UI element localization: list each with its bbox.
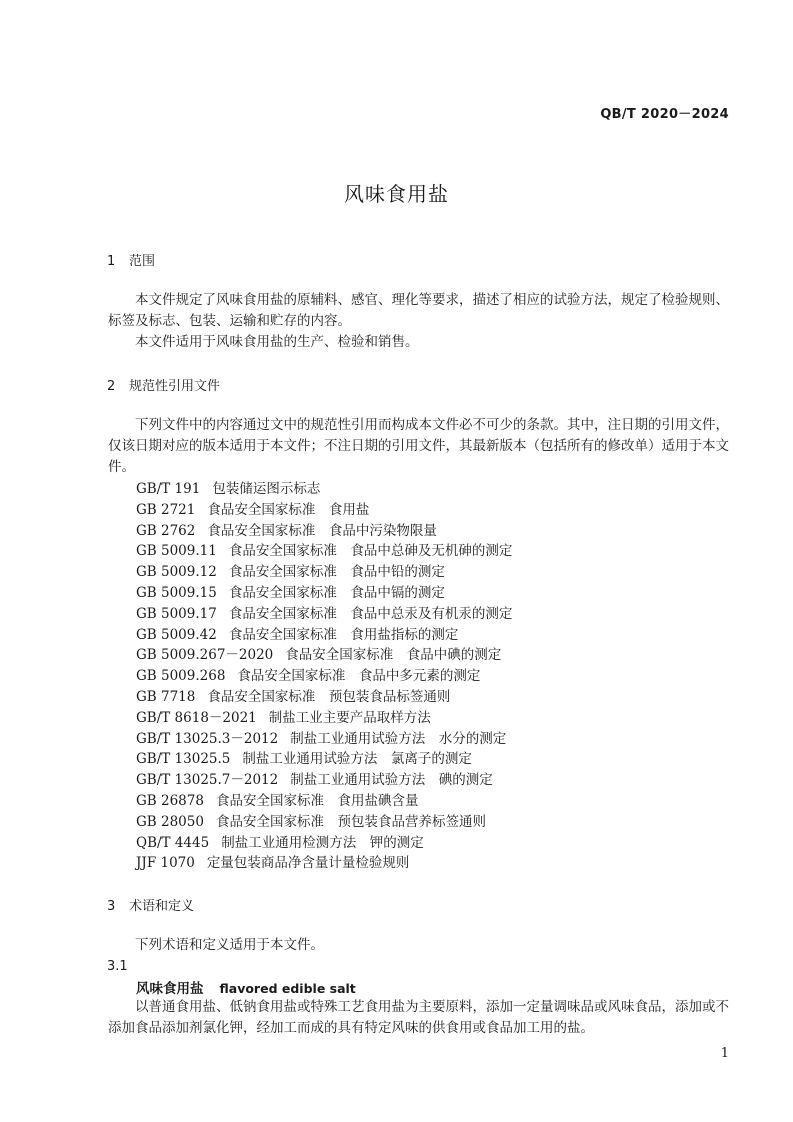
reference-title: 制盐工业通用试验方法 氯离子的测定	[242, 751, 472, 768]
reference-code: GB/T 13025.5	[136, 751, 231, 768]
reference-item	[136, 500, 512, 521]
reference-item	[136, 687, 512, 708]
reference-title: 定量包装商品净含量计量检验规则	[206, 855, 410, 872]
reference-title: 食品安全国家标准 食用盐	[207, 501, 370, 518]
term-definition: 以普通食用盐、低钠食用盐或特殊工艺食用盐为主要原料，添加一定量调味品或风味食品，添加或不添加食品添加剂氯化钾，经加工而成的具有特定风味的供食用或食品加工用的盐。	[108, 999, 729, 1036]
reference-code: GB/T 191	[136, 481, 201, 497]
reference-item	[136, 666, 512, 687]
reference-item	[136, 708, 512, 729]
section-number: 2	[107, 379, 116, 394]
reference-title: 包装储运图示标志	[212, 481, 321, 497]
term-entry	[136, 977, 356, 997]
reference-item	[136, 521, 512, 542]
section-number: 1	[107, 254, 116, 269]
reference-title: 食品安全国家标准 食品中碘的测定	[285, 647, 502, 664]
standard-code: QB/T 2020－2024	[600, 107, 729, 122]
reference-item	[136, 729, 512, 750]
reference-code: GB 5009.11	[136, 543, 217, 560]
reference-code: QB/T 4445	[136, 834, 210, 851]
reference-item	[136, 791, 512, 812]
term-chinese: 风味食用盐	[136, 981, 204, 997]
reference-code: GB 5009.12	[136, 564, 217, 581]
reference-item	[136, 562, 512, 583]
reference-title: 食品安全国家标准 食品中铅的测定	[228, 564, 445, 581]
reference-title: 食品安全国家标准 食品中总汞及有机汞的测定	[228, 605, 513, 622]
reference-title: 制盐工业主要产品取样方法	[268, 709, 431, 726]
reference-code: GB 28050	[136, 813, 204, 830]
section-title: 范围	[129, 254, 156, 269]
section-1-paragraph-2: 本文件适用于风味食用盐的生产、检验和销售。	[135, 334, 419, 350]
reference-code: GB 5009.17	[136, 605, 217, 622]
reference-item	[136, 853, 512, 874]
reference-item	[136, 749, 512, 770]
normative-reference-list	[136, 479, 512, 874]
reference-code: GB/T 8618－2021	[136, 709, 257, 726]
section-1-paragraph-1: 本文件规定了风味食用盐的原辅料、感官、理化等要求，描述了相应的试验方法，规定了检验规则、标签及标志、包装、运输和贮存的内容。	[108, 292, 729, 329]
reference-title: 制盐工业通用检测方法 钾的测定	[221, 834, 424, 851]
reference-title: 食品安全国家标准 预包装食品营养标签通则	[215, 813, 486, 830]
reference-code: GB 26878	[136, 792, 204, 809]
term-number: 3.1	[107, 959, 128, 974]
page-number: 1	[720, 1046, 729, 1061]
reference-item	[136, 604, 512, 625]
reference-code: GB 5009.15	[136, 584, 217, 601]
section-3-heading	[107, 895, 194, 914]
document-title: 风味食用盐	[344, 182, 449, 206]
section-2-paragraph-1: 下列文件中的内容通过文中的规范性引用而构成本文件必不可少的条款。其中，注日期的引用文件，仅该日期对应的版本适用于本文件；不注日期的引用文件，其最新版本（包括所有的修改单）适用于本文件。	[108, 417, 729, 475]
term-english: flavored edible salt	[219, 981, 356, 996]
reference-title: 食品安全国家标准 食品中镉的测定	[228, 584, 445, 601]
reference-code: GB 2762	[136, 522, 196, 539]
section-1-heading	[107, 250, 155, 269]
reference-title: 食品安全国家标准 预包装食品标签通则	[207, 688, 451, 705]
reference-item	[136, 812, 512, 833]
reference-title: 食品安全国家标准 食品中污染物限量	[207, 522, 437, 539]
section-number: 3	[107, 899, 116, 914]
reference-title: 制盐工业通用试验方法 碘的测定	[290, 772, 493, 789]
reference-code: GB 5009.267－2020	[136, 647, 274, 664]
reference-item	[136, 770, 512, 791]
reference-item	[136, 833, 512, 854]
section-title: 规范性引用文件	[129, 379, 221, 394]
reference-title: 食品安全国家标准 食用盐碘含量	[215, 792, 419, 809]
reference-item	[136, 541, 512, 562]
reference-item	[136, 583, 512, 604]
reference-code: GB 5009.42	[136, 626, 217, 643]
reference-code: GB 2721	[136, 501, 196, 518]
section-2-heading	[107, 375, 220, 394]
reference-item	[136, 625, 512, 646]
reference-title: 食品安全国家标准 食品中多元素的测定	[237, 668, 481, 685]
reference-title: 制盐工业通用试验方法 水分的测定	[290, 730, 507, 747]
reference-item	[136, 645, 512, 666]
reference-code: GB 7718	[136, 688, 196, 705]
reference-title: 食品安全国家标准 食品中总砷及无机砷的测定	[228, 543, 513, 560]
reference-code: JJF 1070	[136, 855, 195, 872]
reference-item	[136, 479, 512, 500]
reference-code: GB/T 13025.7－2012	[136, 772, 279, 789]
reference-code: GB/T 13025.3－2012	[136, 730, 279, 747]
section-title: 术语和定义	[129, 899, 195, 914]
reference-title: 食品安全国家标准 食用盐指标的测定	[228, 626, 459, 643]
section-3-paragraph-1: 下列术语和定义适用于本文件。	[135, 937, 324, 953]
reference-code: GB 5009.268	[136, 668, 226, 685]
